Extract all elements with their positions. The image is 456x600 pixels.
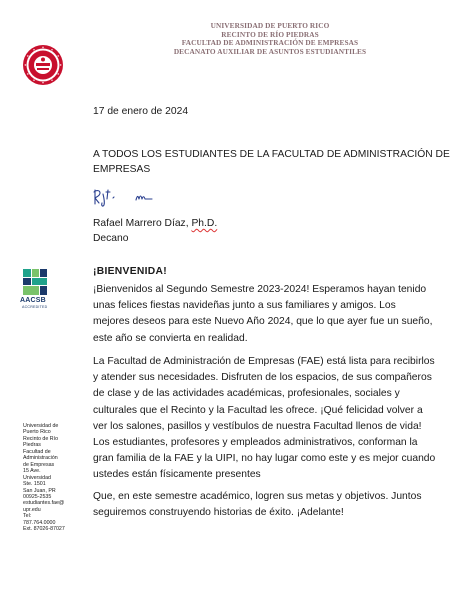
contact-line: 15 Ave. xyxy=(23,468,41,475)
paragraph-line: Que, en este semestre académico, logren sus metas y objetivos. Juntos xyxy=(93,491,422,502)
signature-image xyxy=(92,186,172,208)
paragraph-line: Los estudiantes, profesores y empleados administrativos, conforman la xyxy=(93,437,418,449)
contact-sidebar xyxy=(23,423,83,533)
letterhead-faculty: FACULTAD DE ADMINISTRACIÓN DE EMPRESAS xyxy=(181,38,359,48)
letterhead-campus: RECINTO DE RÍO PIEDRAS xyxy=(221,29,319,39)
paragraph-line: gran familia de la FAE y la UIPI, no hay lugar como este y es mejor cuando xyxy=(93,453,436,465)
aacsb-name: AACSB xyxy=(20,297,46,304)
addressee-line: EMPRESAS xyxy=(93,164,151,175)
paragraph-line: unas felices fiestas navideñas junto a sus familiares y amigos. Los xyxy=(93,300,396,312)
contact-line: Puerto Rico xyxy=(23,429,51,436)
paragraph-line: ustedes están físicamente presentes xyxy=(93,469,261,481)
paragraph-line: La Facultad de Administración de Empresas (FAE) está lista para recibirlos xyxy=(93,356,435,367)
paragraph-line: mejores deseos para este Nuevo Año 2024, que lo que ayer fue un sueño, xyxy=(93,316,433,328)
paragraph-line: ver los salones, pasillos y vestíbulos de nuestra Facultad llenos de vida! xyxy=(93,420,422,432)
paragraph-line: este año se convierta en realidad. xyxy=(93,332,248,344)
paragraph-line: ¡Bienvenidos al Segundo Semestre 2023-2024! Esperamos hayan tenido xyxy=(93,284,427,295)
aacsb-accredited: ACCREDITED xyxy=(22,305,48,309)
paragraph-line: y atender sus necesidades. Disfruten de los espacios, de sus compañeros xyxy=(93,372,432,384)
letter-date: 17 de enero de 2024 xyxy=(93,106,189,117)
signer-name xyxy=(93,216,433,231)
contact-line: Universidad xyxy=(23,474,51,481)
signer-title: Decano xyxy=(93,233,129,244)
greeting-heading: ¡BIENVENIDA! xyxy=(93,266,167,277)
paragraph-line: culturales que el Recinto y la Facultad les ofrece. ¡Qué felicidad volver a xyxy=(93,404,423,416)
contact-line: Recinto de Río xyxy=(23,435,59,442)
contact-email[interactable]: upr.edu xyxy=(23,506,41,513)
contact-line: Administración xyxy=(23,455,58,462)
addressee-line: A TODOS LOS ESTUDIANTES DE LA FACULTAD DE ADMINISTRACIÓN DE xyxy=(93,149,450,160)
contact-line: Ste. 1501 xyxy=(23,481,46,488)
contact-line: San Juan, PR xyxy=(23,487,56,494)
letter-addressee xyxy=(93,147,450,177)
contact-phone: 787.764.0000 xyxy=(23,519,56,526)
signer-degree: Ph.D. xyxy=(191,218,218,229)
letterhead-deanship: DECANATO AUXILIAR DE ASUNTOS ESTUDIANTILES xyxy=(173,46,367,56)
paragraph-1 xyxy=(93,282,433,347)
contact-line: Piedras xyxy=(23,442,41,449)
paragraph-2 xyxy=(93,354,436,484)
letterhead xyxy=(150,22,390,56)
signer-name-text: Rafael Marrero Díaz, xyxy=(93,218,192,229)
contact-line: de Empresas xyxy=(23,461,55,468)
paragraph-line: seguiremos construyendo historias de éxito. ¡Adelante! xyxy=(93,507,344,519)
contact-line: 00925-2535 xyxy=(23,493,52,500)
contact-line: Facultad de xyxy=(23,448,51,455)
contact-email[interactable]: estudiantes.fae@ xyxy=(23,500,65,507)
contact-line: Universidad de xyxy=(23,423,59,429)
paragraph-line: de clase y de las actividades académicas, profesionales, sociales y xyxy=(93,388,400,400)
contact-line: Tel: xyxy=(23,513,32,520)
paragraph-3 xyxy=(93,489,433,521)
contact-extension: Ext. 87026-87027 xyxy=(23,526,65,533)
letterhead-university: UNIVERSIDAD DE PUERTO RICO xyxy=(210,21,330,30)
university-seal-icon xyxy=(22,44,64,86)
